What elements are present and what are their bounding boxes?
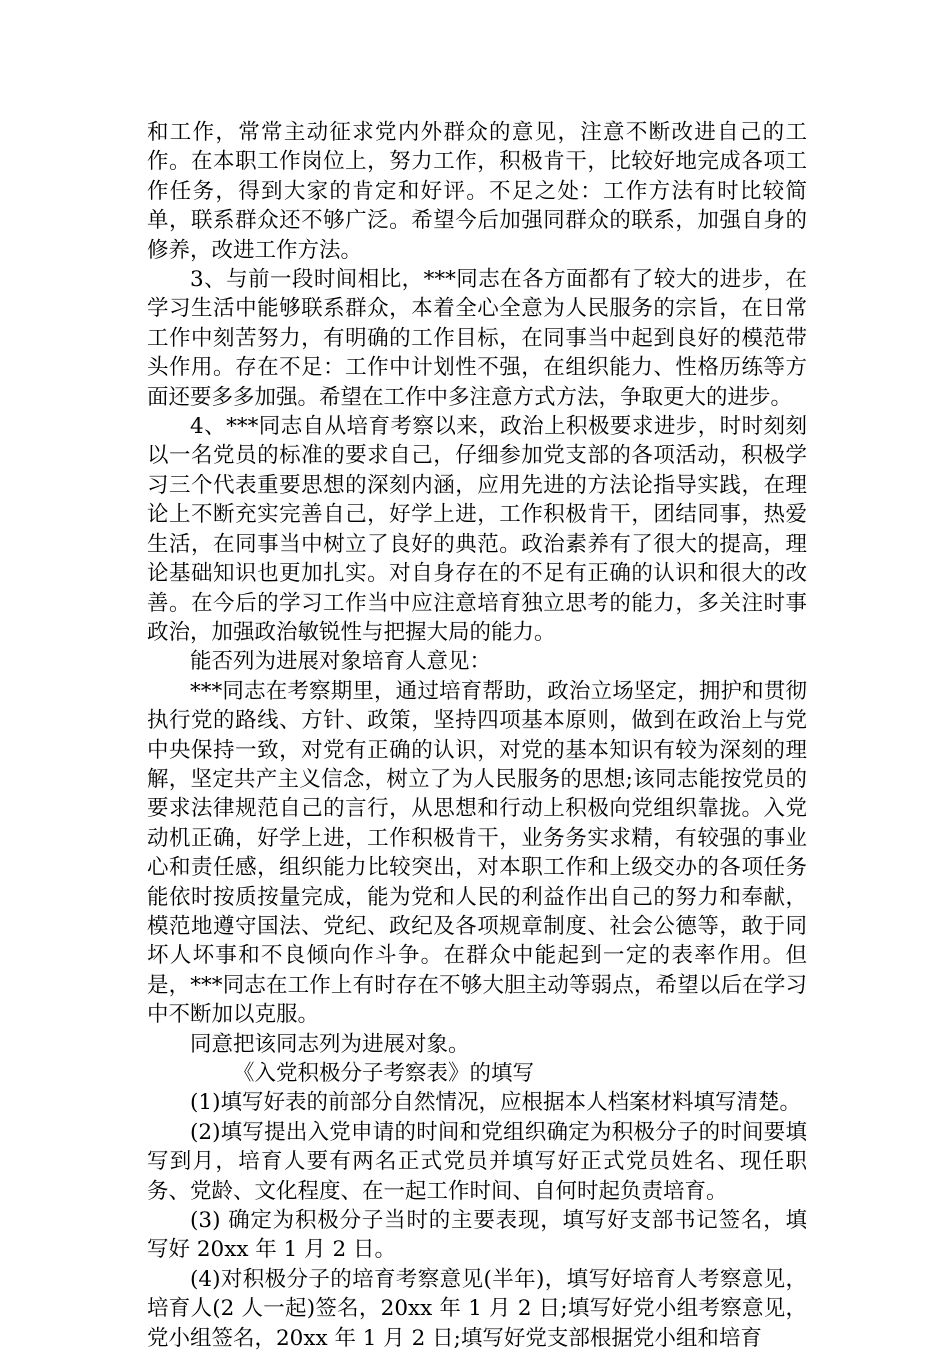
paragraph-item-4: 4、***同志自从培育考察以来，政治上积极要求进步，时时刻刻以一名党员的标准的要求自己，仔细参加党支部的各项活动，积极学习三个代表重要思想的深刻内涵，应用先进的方法论指导实践，在理论上不断充实完善自己，好学上进，工作积极肯干，团结同事，热爱生活，在同事当中树立了良好的典范。政治素养有了很大的提高，理论基础知识也更加扎实。对自身存在的不足有正确的认识和很大的改善。在今后的学习工作当中应注意培育独立思考的能力，多关注时事政治，加强政治敏锐性与把握大局的能力。: [147, 414, 807, 645]
section-title-form-filling: 《入党积极分子考察表》的填写: [233, 1061, 535, 1086]
paragraph-step-2: (2)填写提出入党申请的时间和党组织确定为积极分子的时间要填写到月，培育人要有两名正式党员并填写好正式党员姓名、现任职务、党龄、文化程度、在一起工作时间、自何时起负责培育。: [147, 1119, 807, 1204]
paragraph-step-1: (1)填写好表的前部分自然情况，应根据本人档案材料填写清楚。: [190, 1090, 801, 1116]
paragraph-step-3: (3) 确定为积极分子当时的主要表现，填写好支部书记签名，填写好 20xx 年 1 月 2 日。: [147, 1208, 807, 1263]
paragraph-heading-mentor-opinion: 能否列为进展对象培育人意见：: [190, 649, 492, 675]
paragraph-approval: 同意把该同志列为进展对象。: [190, 1031, 470, 1057]
paragraph-continuation: 和工作，常常主动征求党内外群众的意见，注意不断改进自己的工作。在本职工作岗位上，努力工作，积极肯干，比较好地完成各项工作任务，得到大家的肯定和好评。不足之处：工作方法有时比较简单，联系群众还不够广泛。希望今后加强同群众的联系，加强自身的修养，改进工作方法。: [147, 120, 807, 263]
paragraph-item-3: 3、与前一段时间相比，***同志在各方面都有了较大的进步，在学习生活中能够联系群众，本着全心全意为人民服务的宗旨，在日常工作中刻苦努力，有明确的工作目标，在同事当中起到良好的模范带头作用。存在不足：工作中计划性不强，在组织能力、性格历练等方面还要多多加强。希望在工作中多注意方式方法，争取更大的进步。: [147, 267, 807, 410]
document-page: [147, 118, 807, 1353]
paragraph-mentor-opinion: ***同志在考察期里，通过培育帮助，政治立场坚定，拥护和贯彻执行党的路线、方针、政策，坚持四项基本原则，做到在政治上与党中央保持一致，对党有正确的认识，对党的基本知识有较为深刻的理解，坚定共产主义信念，树立了为人民服务的思想;该同志能按党员的要求法律规范自己的言行，从思想和行动上积极向党组织靠拢。入党动机正确，好学上进，工作积极肯干，业务务实求精，有较强的事业心和责任感，组织能力比较突出，对本职工作和上级交办的各项任务能依时按质按量完成，能为党和人民的利益作出自己的努力和奉献，模范地遵守国法、党纪、政纪及各项规章制度、社会公德等，敢于同坏人坏事和不良倾向作斗争。在群众中能起到一定的表率作用。但是，***同志在工作上有时存在不够大胆主动等弱点，希望以后在学习中不断加以克服。: [147, 678, 807, 1028]
paragraph-step-4: (4)对积极分子的培育考察意见(半年)，填写好培育人考察意见，培育人(2 人一起)签名，20xx 年 1 月 2 日;填写好党小组考察意见，党小组签名，20xx 年 1 月 2 日;填写好党支部根据党小组和培育: [147, 1266, 807, 1351]
